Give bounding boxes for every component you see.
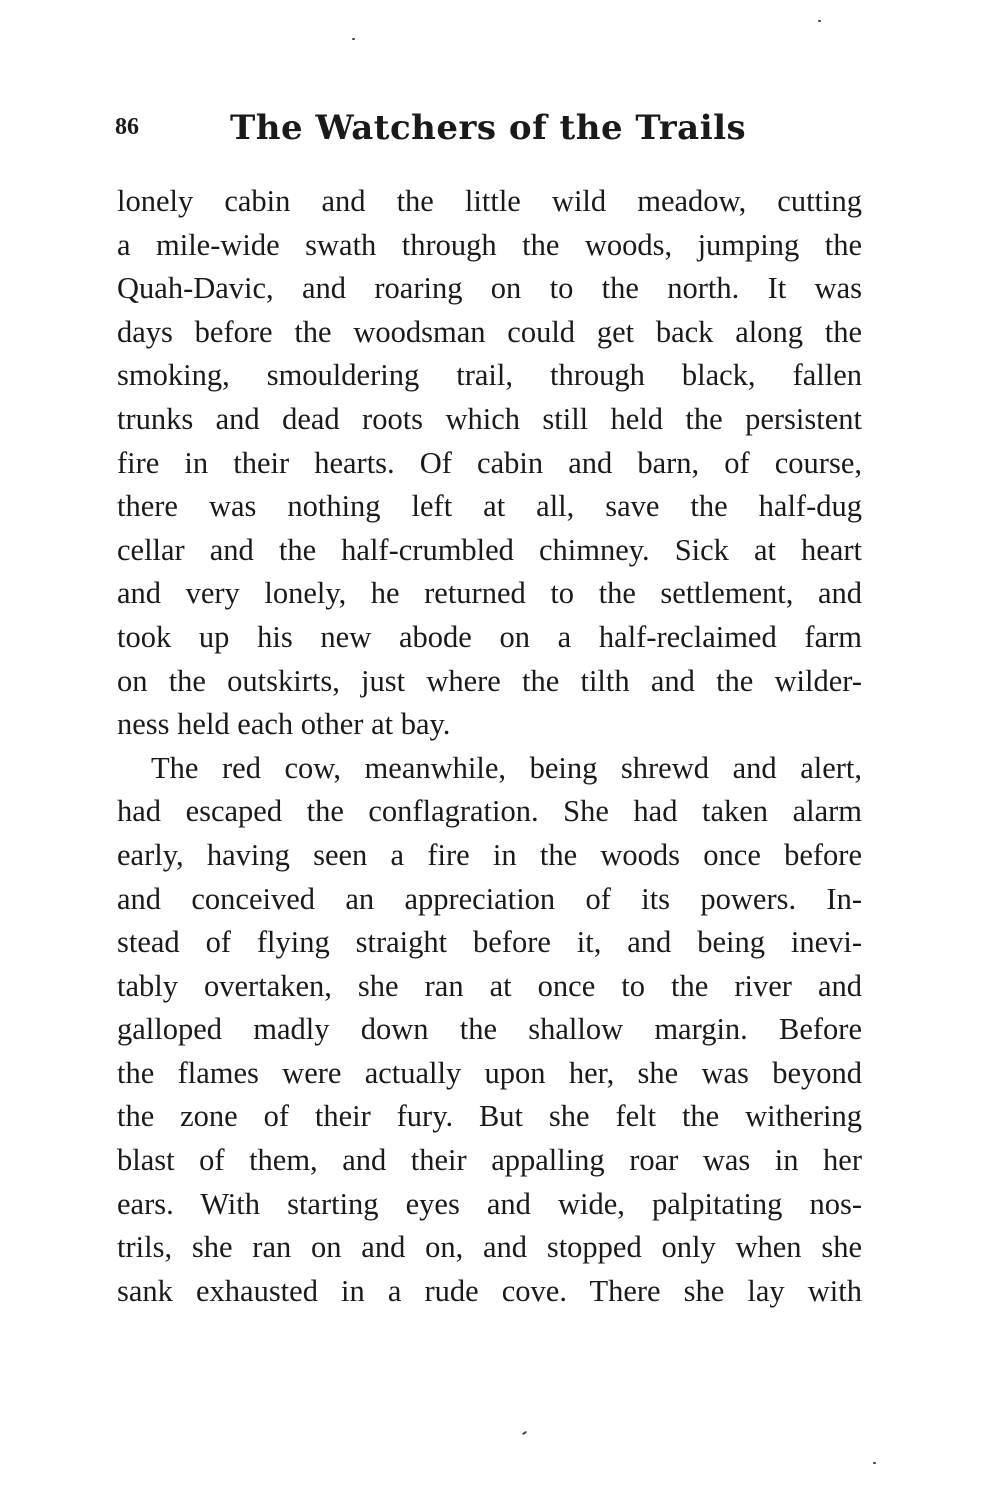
text-line: sank exhausted in a rude cove. There she lay with — [117, 1273, 862, 1308]
text-line: cellar and the half-crumbled chimney. Sick at heart — [117, 532, 862, 567]
paragraph — [117, 180, 862, 747]
text-line: trils, she ran on and on, and stopped only when she — [117, 1230, 862, 1265]
text-line: blast of them, and their appalling roar was in her — [117, 1143, 862, 1178]
text-line: trunks and dead roots which still held the persistent — [117, 401, 862, 436]
scan-speck — [873, 1462, 876, 1464]
text-line: ness held each other at bay. — [117, 707, 451, 742]
text-line: lonely cabin and the little wild meadow, cutting — [117, 184, 862, 218]
text-line: days before the woodsman could get back along the — [117, 314, 862, 349]
body-text — [117, 180, 862, 1313]
text-line: ears. With starting eyes and wide, palpitating nos- — [117, 1186, 862, 1221]
text-line: the zone of their fury. But she felt the withering — [117, 1099, 862, 1134]
text-line: a mile-wide swath through the woods, jumping the — [117, 227, 862, 262]
text-line: smoking, smouldering trail, through black, fallen — [117, 358, 862, 393]
page-number: 86 — [115, 114, 139, 140]
text-line: and conceived an appreciation of its powers. In- — [117, 881, 862, 916]
text-line: there was nothing left at all, save the half-dug — [117, 489, 862, 524]
page-header — [115, 108, 860, 158]
text-line: took up his new abode on a half-reclaimed farm — [117, 619, 862, 654]
scan-speck — [352, 38, 355, 40]
text-line: had escaped the conflagration. She had taken alarm — [117, 794, 862, 829]
text-line: tably overtaken, she ran at once to the river and — [117, 968, 862, 1003]
text-line: galloped madly down the shallow margin. Before — [117, 1012, 862, 1047]
scan-speck — [522, 1431, 527, 1436]
text-line: early, having seen a fire in the woods once before — [117, 837, 862, 872]
text-line: fire in their hearts. Of cabin and barn, of course, — [117, 445, 862, 480]
paragraph — [117, 747, 862, 1314]
text-line: on the outskirts, just where the tilth and the wilder- — [117, 663, 862, 698]
text-line: and very lonely, he returned to the settlement, and — [117, 576, 862, 611]
running-head: The Watchers of the Trails — [230, 108, 747, 148]
text-line: stead of flying straight before it, and being inevi- — [117, 925, 862, 960]
scan-speck — [818, 20, 821, 22]
text-line: the flames were actually upon her, she was beyond — [117, 1055, 862, 1090]
text-line: The red cow, meanwhile, being shrewd and alert, — [151, 750, 862, 785]
text-line: Quah-Davic, and roaring on to the north. It was — [117, 271, 862, 306]
